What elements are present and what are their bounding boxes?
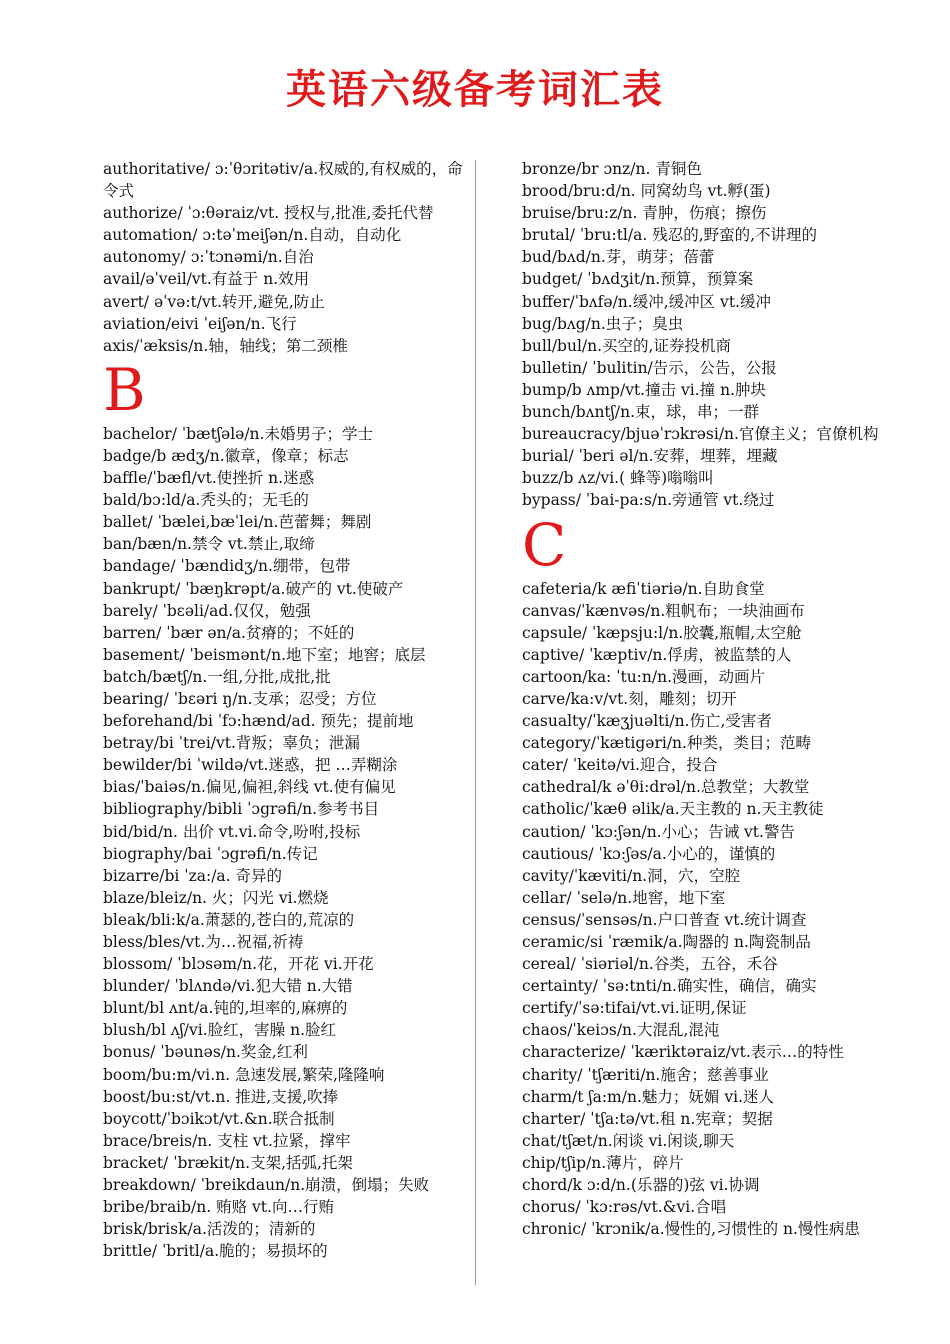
vocab-entry: charity/ ˈtʃæriti/n.施舍；慈善事业 (522, 1065, 769, 1084)
section-letter-b: B (103, 355, 146, 424)
vocab-entry: cater/ ˈkeitə/vi.迎合，投合 (522, 756, 718, 775)
vocab-entry: blaze/bleiz/n. 火；闪光 vi.燃烧 (103, 888, 329, 907)
vocab-entry: bald/bɔ:ld/a.秃头的；无毛的 (103, 491, 309, 510)
vocab-entry: biography/bai ˈɔgrəfi/n.传记 (103, 844, 318, 863)
entry-list-a (103, 158, 468, 357)
vocab-entry: bruise/bru:z/n. 青肿，伤痕；擦伤 (522, 204, 767, 223)
entry-list-c (522, 578, 902, 1241)
vocab-entry: bunch/bʌntʃ/n.束，球，串；一群 (522, 403, 760, 422)
vocab-entry: caution/ ˈkɔ:ʃən/n.小心；告诫 vt.警告 (522, 822, 795, 841)
vocab-entry: brace/breis/n. 支柱 vt.拉紧，撑牢 (103, 1131, 351, 1150)
vocab-entry: avail/əˈveil/vt.有益于 n.效用 (103, 270, 310, 289)
entry-list-b (103, 423, 468, 1263)
vocab-entry: boycott/ˈbɔikɔt/vt.&n.联合抵制 (103, 1109, 335, 1128)
vocab-entry: boost/bu:st/vt.n. 推进,支援,吹捧 (103, 1087, 339, 1106)
vocab-entry: chat/tʃæt/n.闲谈 vi.闲谈,聊天 (522, 1131, 735, 1150)
vocab-entry: ceramic/si ˈræmik/a.陶器的 n.陶瓷制品 (522, 933, 811, 951)
vocab-entry: charter/ ˈtʃa:tə/vt.租 n.宪章；契据 (522, 1109, 773, 1128)
vocab-entry: bearing/ ˈbɛəri ŋ/n.支承；忍受；方位 (103, 689, 377, 708)
section-letter-c: C (522, 510, 567, 579)
vocab-entry: breakdown/ ˈbreikdaun/n.崩溃，倒塌；失败 (103, 1176, 430, 1195)
vocab-entry: blunder/ ˈblʌndə/vi.犯大错 n.大错 (103, 977, 353, 996)
vocab-entry: catholic/ˈkæθ əlik/a.天主教的 n.天主教徒 (522, 800, 824, 819)
vocab-entry: bribe/braib/n. 贿赂 vt.向…行贿 (103, 1198, 334, 1217)
vocab-entry: chord/k ɔ:d/n.(乐器的)弦 vi.协调 (522, 1176, 760, 1195)
vocab-entry: baffle/ˈbæfl/vt.使挫折 n.迷惑 (103, 469, 315, 488)
vocab-entry: ballet/ ˈbælei,bæˈlei/n.芭蕾舞；舞剧 (103, 513, 372, 532)
vocab-entry: blossom/ ˈblɔsəm/n.花，开花 vi.开花 (103, 955, 374, 974)
vocab-entry: bronze/br ɔnz/n. 青铜色 (522, 160, 702, 178)
vocab-entry: blunt/bl ʌnt/a.钝的,坦率的,麻痹的 (103, 999, 348, 1018)
vocab-entry: bid/bid/n. 出价 vt.vi.命令,吩咐,投标 (103, 822, 361, 841)
column-divider (475, 160, 476, 1285)
vocab-entry: avert/ əˈvə:t/vt.转开,避免,防止 (103, 292, 325, 311)
vocab-entry: cellar/ ˈselə/n.地窖，地下室 (522, 888, 726, 907)
vocab-entry: autonomy/ ɔ:ˈtɔnəmi/n.自治 (103, 248, 314, 267)
vocab-entry: bull/bul/n.买空的,证券投机商 (522, 336, 731, 355)
vocab-entry: bibliography/bibli ˈɔgrəfi/n.参考书目 (103, 800, 380, 819)
vocab-entry: bonus/ ˈbəunəs/n.奖金,红利 (103, 1043, 308, 1062)
vocab-entry: charm/t ʃa:m/n.魅力；妩媚 vi.迷人 (522, 1087, 774, 1106)
vocab-entry: census/ˈsensəs/n.户口普查 vt.统计调查 (522, 910, 807, 929)
vocab-entry: axis/ˈæksis/n.轴，轴线；第二颈椎 (103, 336, 348, 355)
vocab-entry: boom/bu:m/vi.n. 急速发展,繁荣,隆隆响 (103, 1065, 385, 1084)
vocab-entry: cafeteria/k æfiˈtiəriə/n.自助食堂 (522, 579, 765, 598)
vocab-entry: canvas/ˈkænvəs/n.粗帆布；一块油画布 (522, 601, 805, 620)
vocab-entry: chaos/ˈkeiɔs/n.大混乱,混沌 (522, 1021, 720, 1040)
vocab-entry: ban/bæn/n.禁令 vt.禁止,取缔 (103, 535, 315, 554)
vocab-entry: buffer/ˈbʌfə/n.缓冲,缓冲区 vt.缓冲 (522, 292, 771, 311)
vocab-entry: bias/ˈbaiəs/n.偏见,偏袒,斜线 vt.使有偏见 (103, 778, 396, 797)
vocab-entry: aviation/eivi ˈeiʃən/n.飞行 (103, 314, 297, 333)
vocab-entry: budget/ ˈbʌdʒit/n.预算，预算案 (522, 270, 754, 289)
vocab-entry: cartoon/ka: ˈtu:n/n.漫画，动画片 (522, 667, 766, 686)
vocab-entry: brutal/ ˈbru:tl/a. 残忍的,野蛮的,不讲理的 (522, 226, 818, 245)
vocab-entry: brood/bru:d/n. 同窝幼鸟 vt.孵(蛋) (522, 182, 771, 201)
vocab-entry: automation/ ɔ:təˈmeiʃən/n.自动，自动化 (103, 226, 402, 245)
vocab-entry: bulletin/ ˈbulitin/告示，公告，公报 (522, 358, 777, 377)
vocab-entry: bracket/ ˈbrækit/n.支架,括弧,托架 (103, 1153, 353, 1172)
vocab-entry: cathedral/k əˈθi:drəl/n.总教堂；大教堂 (522, 778, 810, 797)
vocab-entry: bypass/ ˈbai-pa:s/n.旁通管 vt.绕过 (522, 491, 775, 510)
vocab-entry: bleak/bli:k/a.萧瑟的,苍白的,荒凉的 (103, 910, 355, 929)
vocab-entry: chronic/ ˈkrɔnik/a.慢性的,习惯性的 n.慢性病患 (522, 1220, 860, 1239)
vocab-entry: bizarre/bi ˈza:/a. 奇异的 (103, 866, 283, 885)
vocab-entry: category/ˈkætigəri/n.种类，类目；范畴 (522, 734, 811, 753)
vocab-entry: blush/bl ʌʃ/vi.脸红，害臊 n.脸红 (103, 1021, 336, 1040)
left-column (103, 158, 468, 1262)
right-column (522, 158, 902, 1240)
vocab-entry: bachelor/ ˈbætʃələ/n.未婚男子；学士 (103, 424, 373, 443)
vocab-entry: capsule/ ˈkæpsju:l/n.胶囊,瓶帽,太空舱 (522, 623, 802, 642)
vocab-entry: burial/ ˈberi əl/n.安葬，埋葬，埋藏 (522, 447, 778, 466)
vocab-entry: badge/b ædʒ/n.徽章，像章；标志 (103, 446, 349, 465)
vocab-entry: barely/ ˈbɛəli/ad.仅仅，勉强 (103, 601, 311, 620)
vocab-entry: cereal/ ˈsiəriəl/n.谷类，五谷，禾谷 (522, 955, 778, 974)
vocab-entry: certify/ˈsə:tifai/vt.vi.证明,保证 (522, 999, 747, 1018)
vocab-entry: barren/ ˈbær ən/a.贫瘠的；不妊的 (103, 623, 355, 642)
vocab-entry: basement/ ˈbeismənt/n.地下室；地窖；底层 (103, 645, 426, 664)
vocab-entry: brittle/ ˈbritl/a.脆的；易损坏的 (103, 1242, 328, 1261)
entry-list-b-continued (522, 158, 902, 512)
vocab-entry: brisk/brisk/a.活泼的；清新的 (103, 1220, 316, 1239)
vocab-entry: cautious/ ˈkɔ:ʃəs/a.小心的，谨慎的 (522, 844, 776, 863)
vocab-entry: certainty/ ˈsə:tnti/n.确实性，确信，确实 (522, 977, 817, 996)
vocab-entry: betray/bi ˈtrei/vt.背叛；辜负；泄漏 (103, 734, 360, 753)
vocab-entry: chip/tʃip/n.薄片，碎片 (522, 1153, 684, 1172)
vocab-entry: batch/bætʃ/n.一组,分批,成批,批 (103, 667, 331, 686)
vocab-entry: bureaucracy/bjuəˈrɔkrəsi/n.官僚主义；官僚机构 (522, 425, 879, 444)
vocab-entry: bug/bʌg/n.虫子；臭虫 (522, 314, 684, 333)
vocab-entry: bud/bʌd/n.芽，萌芽；蓓蕾 (522, 248, 715, 267)
vocab-entry: casualty/ˈkæʒjuəlti/n.伤亡,受害者 (522, 712, 772, 731)
vocab-entry: bump/b ʌmp/vt.撞击 vi.撞 n.肿块 (522, 380, 767, 399)
vocab-entry: captive/ ˈkæptiv/n.俘虏，被监禁的人 (522, 645, 792, 664)
vocab-entry: authoritative/ ɔ:ˈθɔritətiv/a.权威的,有权威的，命令式 (103, 160, 463, 201)
vocab-entry: cavity/ˈkæviti/n.洞，穴，空腔 (522, 866, 741, 885)
vocab-entry: authorize/ ˈɔ:θəraiz/vt. 授权与,批准,委托代替 (103, 204, 434, 223)
vocab-entry: characterize/ ˈkæriktəraiz/vt.表示…的特性 (522, 1043, 844, 1062)
vocab-entry: bless/bles/vt.为…祝福,祈祷 (103, 933, 304, 951)
vocab-entry: bankrupt/ ˈbæŋkrəpt/a.破产的 vt.使破产 (103, 579, 404, 598)
vocab-entry: buzz/b ʌz/vi.( 蜂等)嗡嗡叫 (522, 469, 714, 488)
vocab-entry: bewilder/bi ˈwildə/vt.迷惑，把 …弄糊涂 (103, 756, 398, 775)
vocab-entry: bandage/ ˈbændidʒ/n.绷带，包带 (103, 557, 351, 576)
vocab-entry: chorus/ ˈkɔ:rəs/vt.&vi.合唱 (522, 1198, 727, 1217)
vocab-entry: beforehand/bi ˈfɔ:hænd/ad. 预先；提前地 (103, 712, 414, 731)
vocab-entry: carve/ka:v/vt.刻，雕刻；切开 (522, 689, 737, 708)
page-title: 英语六级备考词汇表 (286, 67, 664, 113)
